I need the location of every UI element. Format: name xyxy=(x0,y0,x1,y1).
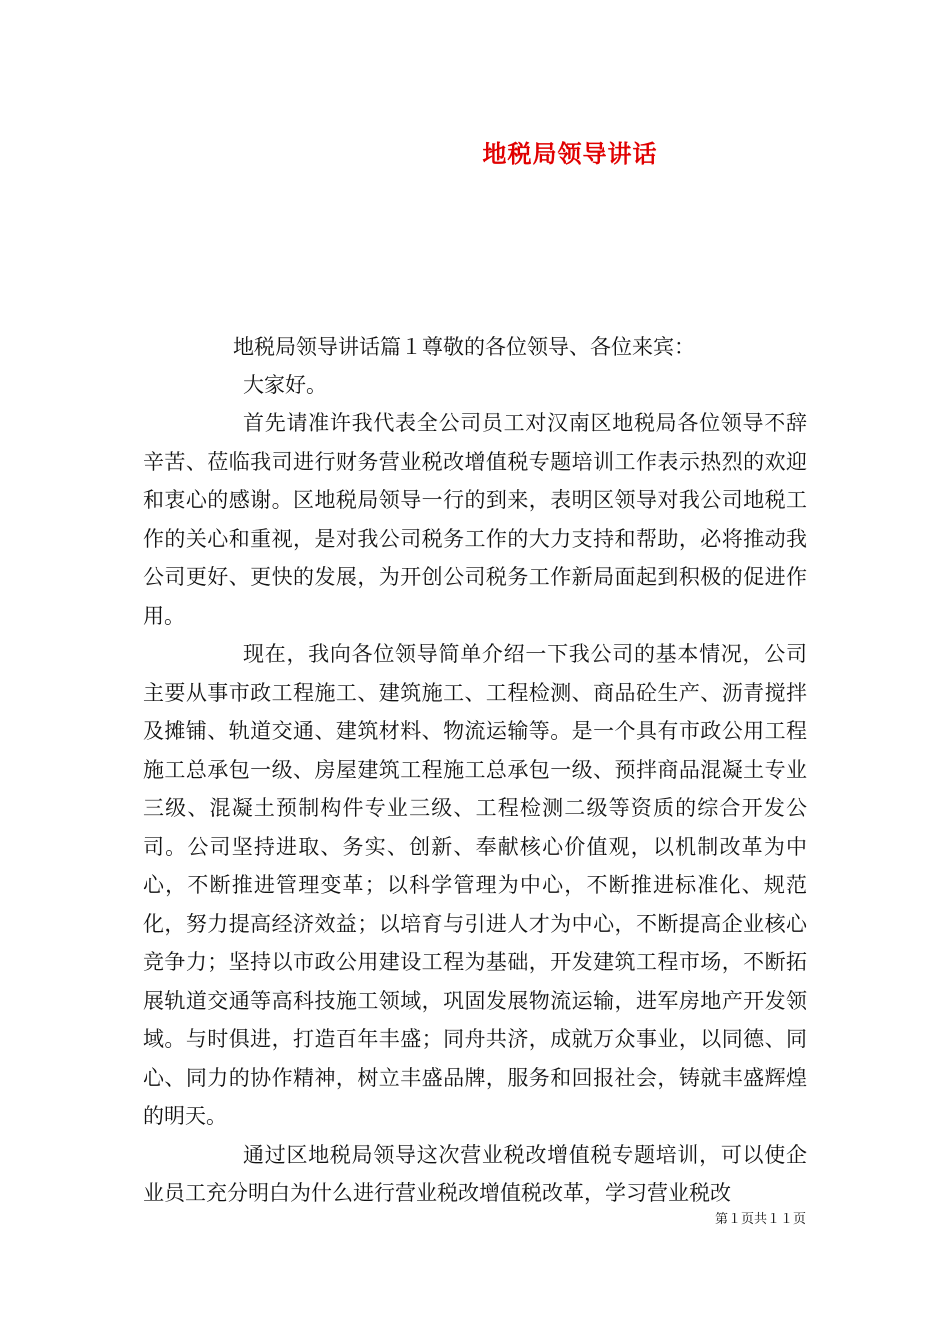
paragraph-1: 首先请准许我代表全公司员工对汉南区地税局各位领导不辞辛苦、莅临我司进行财务营业税改增值税专题培训工作表示热烈的欢迎和衷心的感谢。区地税局领导一行的到来，表明区领导对我公司地税工作的关心和重视，是对我公司税务工作的大力支持和帮助，必将推动我公司更好、更快的发展，为开创公司税务工作新局面起到积极的促进作用。 xyxy=(143,411,807,628)
intro-line: 地税局领导讲话篇１尊敬的各位领导、各位来宾： xyxy=(233,335,695,359)
document-title: 地税局领导讲话 xyxy=(482,139,658,168)
paragraph-2: 现在，我向各位领导简单介绍一下我公司的基本情况，公司主要从事市政工程施工、建筑施工、工程检测、商品砼生产、沥青搅拌及摊铺、轨道交通、建筑材料、物流运输等。是一个具有市政公用工程施工总承包一级、房屋建筑工程施工总承包一级、预拌商品混凝土专业三级、混凝土预制构件专业三级、工程检测二级等资质的综合开发公司。公司坚持进取、务实、创新、奉献核心价值观，以机制改革为中心，不断推进管理变革；以科学管理为中心，不断推进标准化、规范化，努力提高经济效益；以培育与引进人才为中心，不断提高企业核心竞争力；坚持以市政公用建设工程为基础，开发建筑工程市场，不断拓展轨道交通等高科技施工领域，巩固发展物流运输，进军房地产开发领域。与时俱进，打造百年丰盛；同舟共济，成就万众事业，以同德、同心、同力的协作精神，树立丰盛品牌，服务和回报社会，铸就丰盛辉煌的明天。 xyxy=(143,642,807,1128)
greeting-line: 大家好。 xyxy=(243,373,327,397)
page-number: 第１页共１１页 xyxy=(714,1212,806,1227)
document-body xyxy=(143,328,807,1213)
paragraph-3: 通过区地税局领导这次营业税改增值税专题培训，可以使企业员工充分明白为什么进行营业税改增值税改革，学习营业税改 xyxy=(143,1142,807,1205)
